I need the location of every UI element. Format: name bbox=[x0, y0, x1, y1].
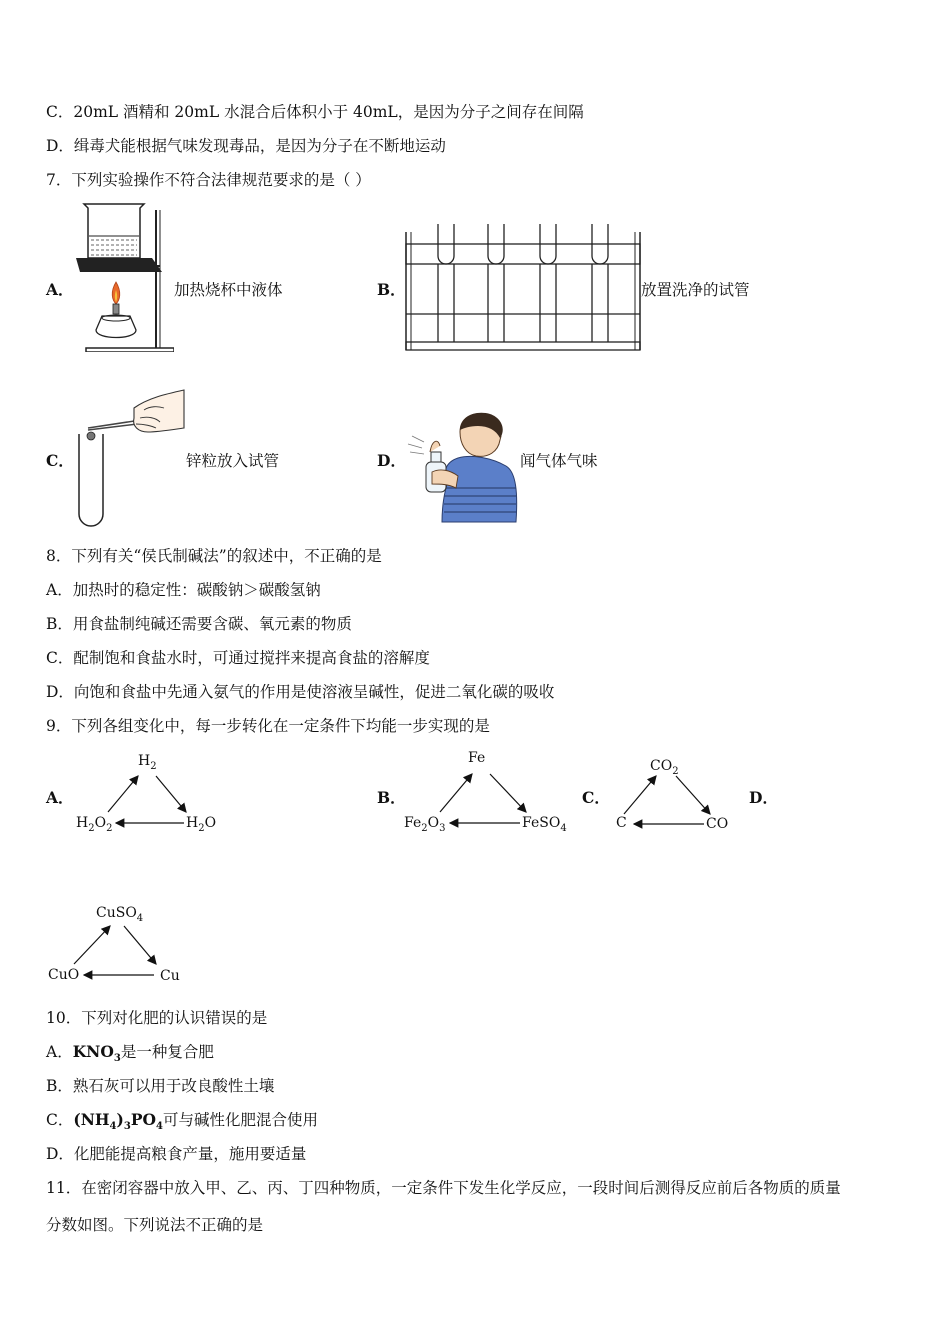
q7-a-label: A． bbox=[46, 280, 74, 299]
q9-b-top: Fe bbox=[468, 750, 486, 766]
q7-c-label: C． bbox=[46, 451, 74, 470]
q8-stem: 8．下列有关“侯氏制碱法”的叙述中，不正确的是 bbox=[46, 547, 382, 565]
smelling-gas-image bbox=[402, 412, 520, 524]
q9-d-top: CuSO$_4$ bbox=[96, 905, 144, 924]
q10-option-d: D．化肥能提高粮食产量，施用要适量 bbox=[46, 1145, 307, 1163]
q9-a-left: $H_2O_2$ bbox=[76, 815, 113, 834]
q8-option-d: D．向饱和食盐中先通入氨气的作用是使溶液呈碱性，促进二氧化碳的吸收 bbox=[46, 683, 555, 701]
q8-option-a: A．加热时的稳定性：碳酸钠＞碳酸氢钠 bbox=[46, 581, 321, 599]
q6-option-c: C．20mL 酒精和 20mL 水混合后体积小于 40mL，是因为分子之间存在间隔 bbox=[46, 103, 584, 121]
test-tube-rack-image bbox=[404, 222, 644, 352]
q9-c-left: C bbox=[616, 815, 627, 831]
q6-option-d: D．缉毒犬能根据气味发现毒品，是因为分子在不断地运动 bbox=[46, 137, 446, 155]
q9-a-top: $H_2$ bbox=[138, 753, 157, 772]
q7-b-caption: 放置洗净的试管 bbox=[641, 281, 750, 299]
q8-option-b: B．用食盐制纯碱还需要含碳、氧元素的物质 bbox=[46, 615, 352, 633]
q7-d-label: D． bbox=[377, 451, 406, 470]
q9-c-label: C． bbox=[582, 788, 610, 807]
zinc-into-test-tube-image bbox=[74, 388, 186, 528]
q9-c-top: $CO_2$ bbox=[650, 758, 679, 777]
q9-b-right: FeSO$_4$ bbox=[522, 815, 567, 834]
q9-b-label: B． bbox=[377, 788, 406, 807]
q9-stem: 9．下列各组变化中，每一步转化在一定条件下均能一步实现的是 bbox=[46, 717, 490, 735]
q9-d-label: D． bbox=[749, 788, 778, 807]
q7-c-caption: 锌粒放入试管 bbox=[186, 452, 280, 470]
q7-a-caption: 加热烧杯中液体 bbox=[174, 281, 283, 299]
q9-a-right: $H_2O$ bbox=[186, 815, 217, 834]
q7-d-caption: 闻气体气味 bbox=[520, 452, 598, 470]
q8-option-c: C．配制饱和食盐水时，可通过搅拌来提高食盐的溶解度 bbox=[46, 649, 430, 667]
q11-stem-line1: 11．在密闭容器中放入甲、乙、丙、丁四种物质，一定条件下发生化学反应，一段时间后测得反应前后各物质的质量 bbox=[46, 1179, 841, 1197]
q9-a-label: A． bbox=[46, 788, 74, 807]
q9-d-right: Cu bbox=[160, 968, 180, 984]
q10-option-b: B．熟石灰可以用于改良酸性土壤 bbox=[46, 1077, 275, 1095]
q11-stem-line2: 分数如图。下列说法不正确的是 bbox=[46, 1216, 264, 1234]
q10-option-a: A．$KNO_3$是一种复合肥 bbox=[46, 1042, 214, 1065]
q10-option-c: C．$(NH_4)_3PO_4$可与碱性化肥混合使用 bbox=[46, 1110, 318, 1133]
q7-b-label: B． bbox=[377, 280, 406, 299]
q9-b-left: $Fe_2O_3$ bbox=[404, 815, 446, 834]
q9-d-left: CuO bbox=[48, 967, 80, 983]
q10-stem: 10．下列对化肥的认识错误的是 bbox=[46, 1009, 268, 1027]
beaker-heating-image bbox=[74, 200, 174, 352]
q9-c-right: CO bbox=[706, 816, 729, 832]
q7-stem: 7．下列实验操作不符合法律规范要求的是（ ） bbox=[46, 171, 371, 189]
